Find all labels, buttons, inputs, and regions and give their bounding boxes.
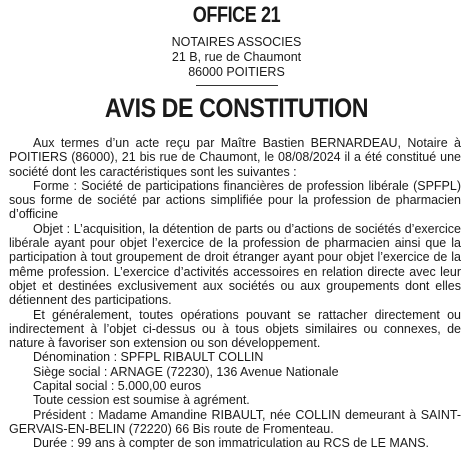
office-line-2: 21 B, rue de Chaumont [171,50,302,64]
president-paragraph: Président : Madame Amandine RIBAULT, née COLLIN demeurant à SAINT-GERVAIS-EN-BELIN (72220) 66 Bis route de Fromenteau. [9,407,461,436]
notice-title: AVIS DE CONSTITUTION [104,93,369,123]
denomination-line: Dénomination : SPFPL RIBAULT COLLIN [33,350,264,365]
divider [196,85,278,86]
cession-line: Toute cession est soumise à agrément. [33,393,250,408]
capital-line: Capital social : 5.000,00 euros [33,379,202,394]
office-line-1: NOTAIRES ASSOCIES [171,35,302,49]
objet-paragraph: Objet : L’acquisition, la détention de parts ou d’actions de sociétés d’exercice libérale ayant pour objet l’exercice de la profession de pharmacien ainsi que la participation à tout groupement de droit étranger ayant pour objet l’exercice de la même profession. L’exercice d’activités accessoires en relation directe avec leur objet et destinées exclusivement aux sociétés ou aux groupements dont elles détiennent des participations. [9,221,461,308]
duree-line: Durée : 99 ans à compter de son immatriculation au RCS de LE MANS. [33,436,430,451]
intro-paragraph: Aux termes d’un acte reçu par Maître Bastien BERNARDEAU, Notaire à POITIERS (86000), 21 bis rue de Chaumont, le 08/08/2024 il a été constitué une société dont les caractéristiques sont les suivantes : [9,136,461,179]
general-paragraph: Et généralement, toutes opérations pouvant se rattacher directement ou indirectement à l’objet ci-dessus ou à tous objets similaires ou connexes, de nature à favoriser son extension ou son développement. [9,307,461,351]
office-name: OFFICE 21 [192,2,281,27]
notice-body [9,136,461,451]
siege-line: Siège social : ARNAGE (72230), 136 Avenue Nationale [33,364,339,379]
office-line-3: 86000 POITIERS [188,65,285,79]
forme-paragraph: Forme : Société de participations financières de profession libérale (SPFPL) sous forme de société par actions simplifiée pour la profession de pharmacien d’officine [9,178,461,222]
